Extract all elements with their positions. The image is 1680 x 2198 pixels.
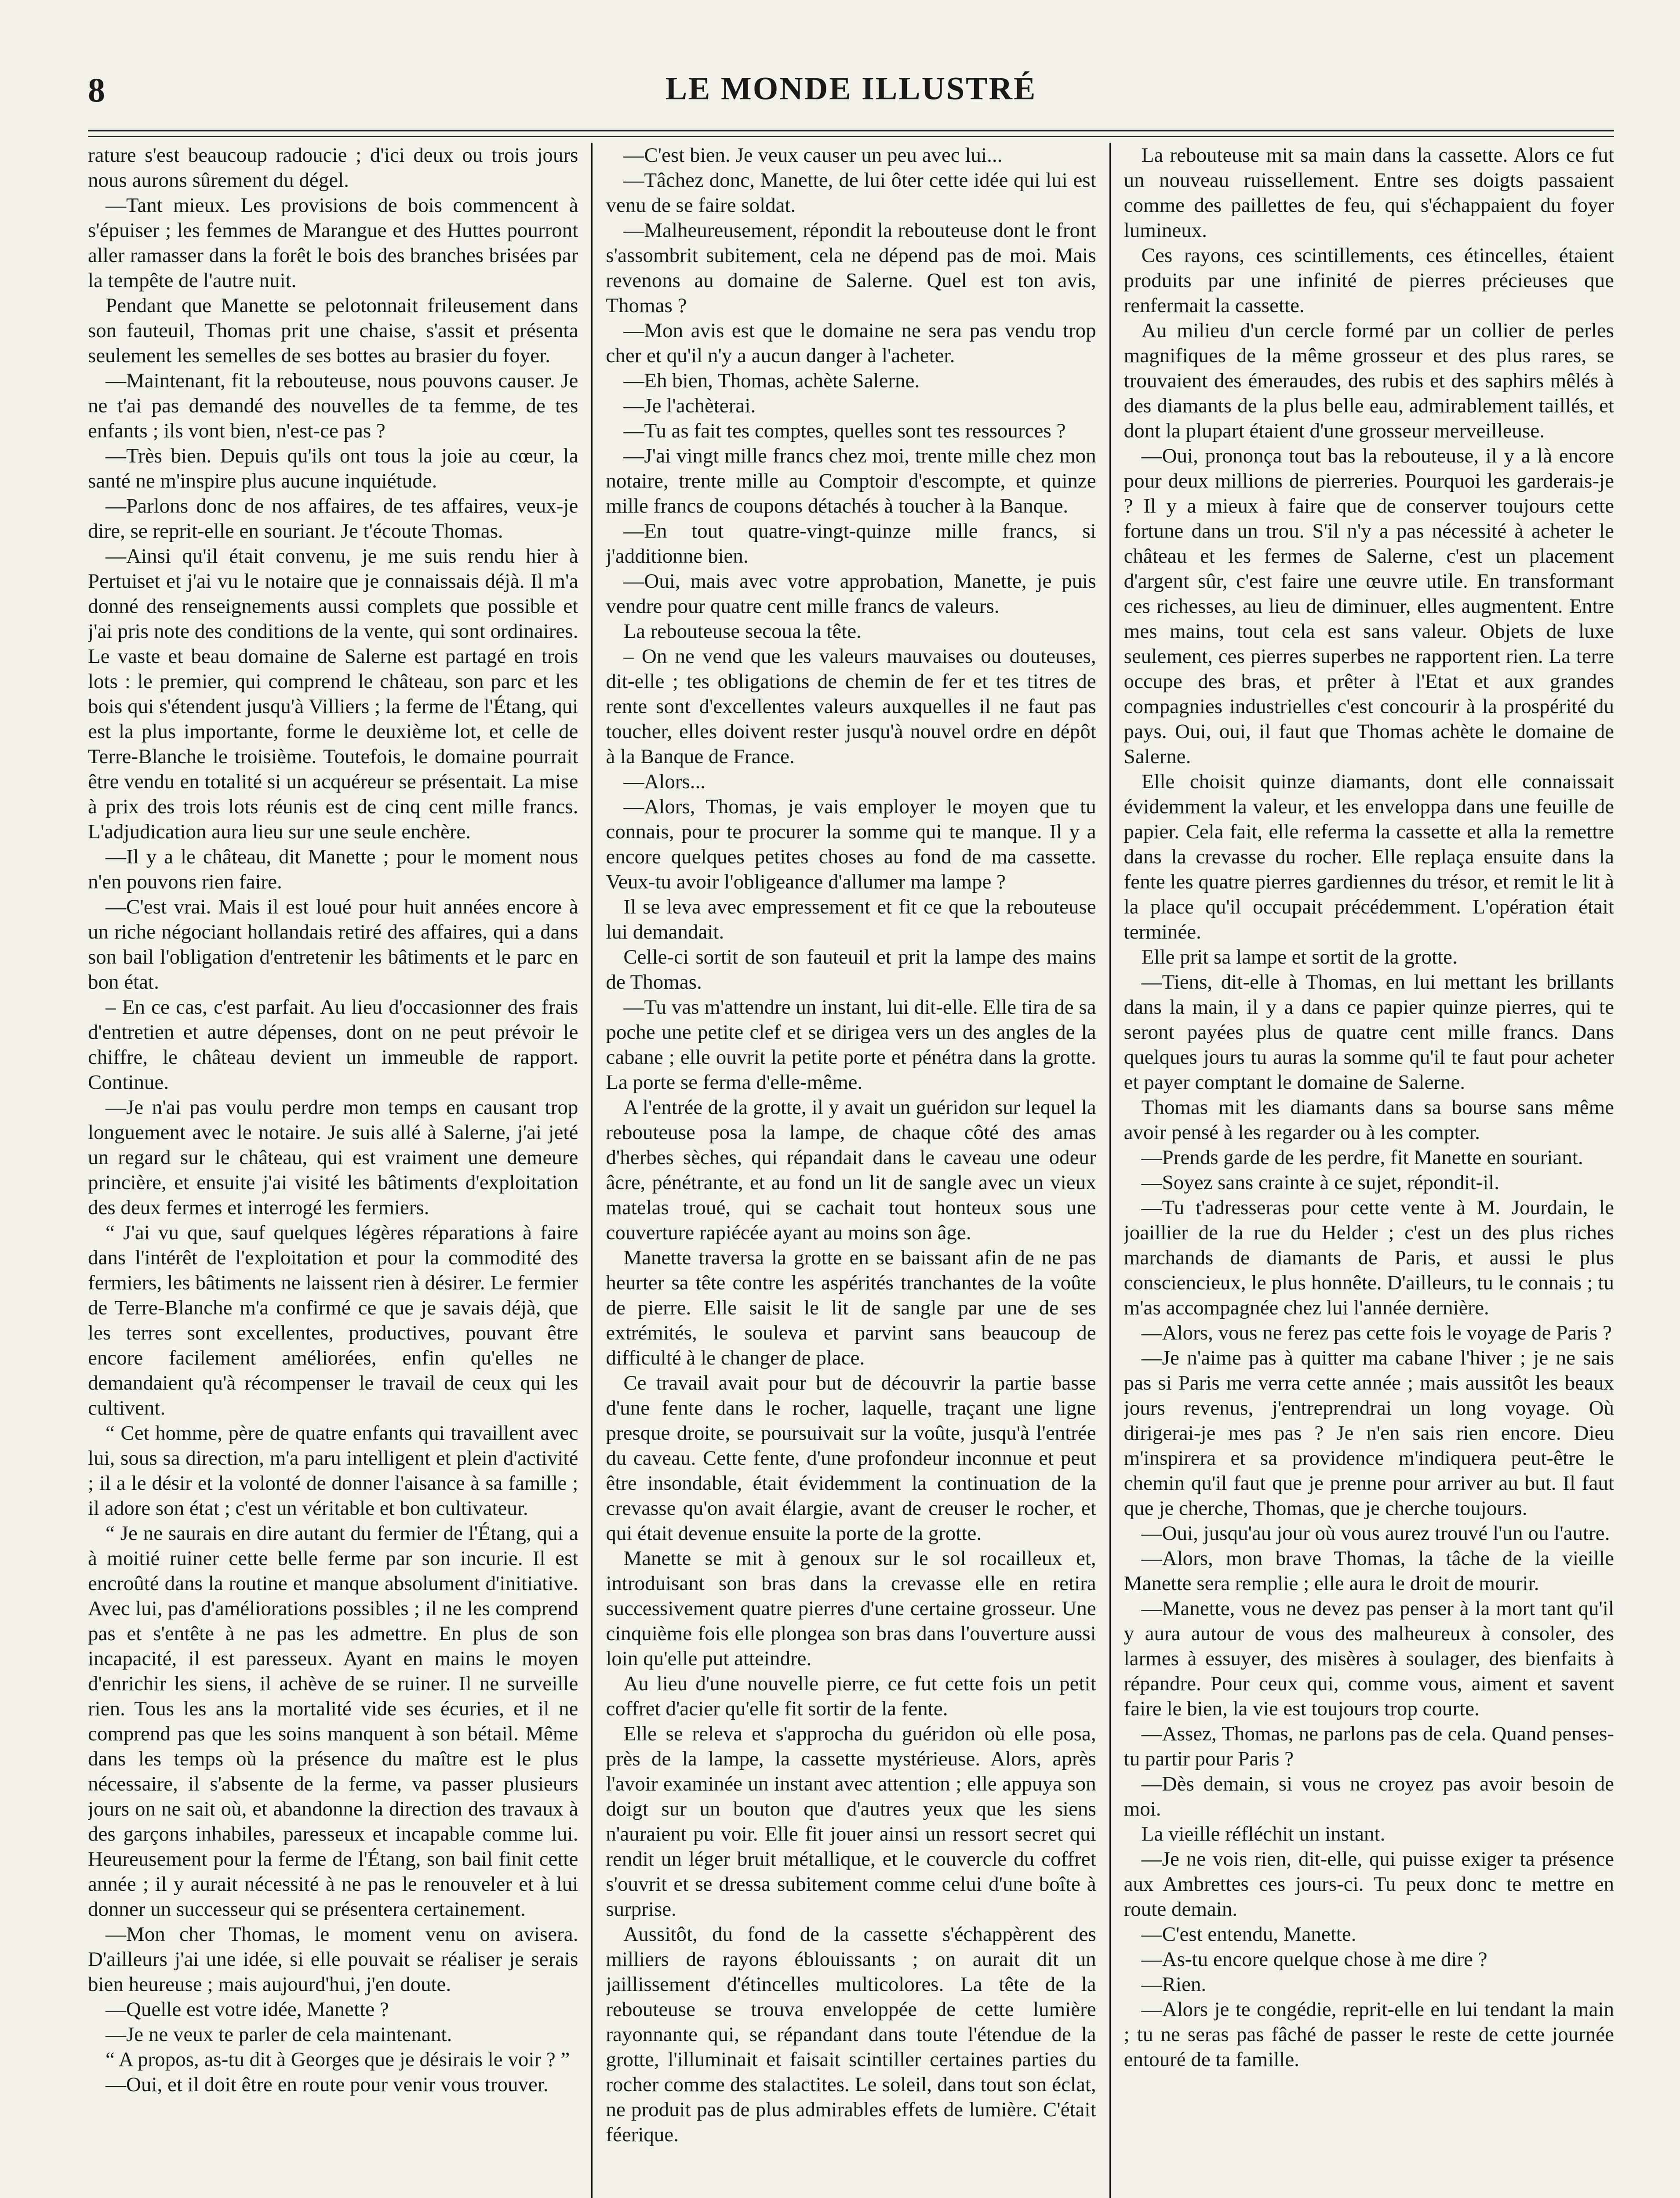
paragraph: Pendant que Manette se pelotonnait frileusement dans son fauteuil, Thomas prit une chaise, s'assit et présenta seulement les semelles de ses bottes au brasier du foyer.	[88, 294, 578, 367]
paragraph: —Tant mieux. Les provisions de bois commencent à s'épuiser ; les femmes de Marangue et des Huttes pourront aller ramasser dans la forêt le bois des branches brisées par la tempête de l'autre nuit.	[88, 194, 578, 292]
paragraph: —Malheureusement, répondit la rebouteuse dont le front s'assombrit subitement, cela ne dépend pas de moi. Mais revenons au domaine de Salerne. Quel est ton avis, Thomas ?	[606, 219, 1096, 317]
paragraph: La vieille réfléchit un instant.	[1141, 1823, 1385, 1845]
paragraph: —Prends garde de les perdre, fit Manette en souriant.	[1141, 1146, 1583, 1169]
paragraph: —Tâchez donc, Manette, de lui ôter cette idée qui lui est venu de se faire soldat.	[606, 169, 1096, 217]
paragraph: —Alors, mon brave Thomas, la tâche de la vieille Manette sera remplie ; elle aura le droit de mourir.	[1124, 1547, 1614, 1595]
paragraph: —Quelle est votre idée, Manette ?	[105, 1998, 389, 2021]
paragraph: —Oui, prononça tout bas la rebouteuse, il y a là encore pour deux millions de pierreries. Pourquoi les garderais-je ? Il y a mieux à faire que de conserver toujours cette fortune dans un trou. S'il n'y a pas nécessité à acheter le château et les fermes de Salerne, c'est un placement d'argent sûr, c'est faire une œuvre utile. En transformant ces richesses, au lieu de diminuer, elles augmentent. Entre mes mains, tout cela est sans valeur. Objets de luxe seulement, ces pierres superbes ne rapportent rien. La terre occupe des bras, et prêter à l'Etat et aux grandes compagnies industrielles c'est concourir à la prospérité du pays. Oui, oui, il faut que Thomas achète le domaine de Salerne.	[1124, 444, 1614, 768]
column-divider	[591, 143, 593, 2198]
paragraph: —Je ne vois rien, dit-elle, qui puisse exiger ta présence aux Ambrettes ces jours-ci. Tu peux donc te mettre en route demain.	[1124, 1848, 1614, 1921]
paragraph: Thomas mit les diamants dans sa bourse sans même avoir pensé à les regarder ou à les compter.	[1124, 1096, 1614, 1144]
paragraph: Elle prit sa lampe et sortit de la grotte.	[1141, 946, 1458, 968]
paragraph: —Je ne veux te parler de cela maintenant.	[105, 2023, 452, 2046]
paragraph: —Très bien. Depuis qu'ils ont tous la joie au cœur, la santé ne m'inspire plus aucune inquiétude.	[88, 444, 578, 492]
paragraph: —Je l'achèterai.	[623, 394, 756, 417]
paragraph: – En ce cas, c'est parfait. Au lieu d'occasionner des frais d'entretien et autre dépenses, dont on ne peut prévoir le chiffre, le château devient un immeuble de rapport. Continue.	[88, 996, 578, 1094]
paragraph: “ J'ai vu que, sauf quelques légères réparations à faire dans l'intérêt de l'exploitation et pour la commodité des fermiers, les bâtiments ne laissent rien à désirer. Le fermier de Terre-Blanche m'a confirmé ce que je savais déjà, que les terres sont excellentes, productives, pouvant être encore facilement améliorées, enfin qu'elles ne demandaient qu'à récompenser le travail de ceux qui les cultivent.	[88, 1221, 578, 1419]
paragraph: —Alors je te congédie, reprit-elle en lui tendant la main ; tu ne seras pas fâché de passer le reste de cette journée entouré de ta famille.	[1124, 1998, 1614, 2071]
paragraph: —Tu as fait tes comptes, quelles sont tes ressources ?	[623, 419, 1066, 442]
paragraph: Manette traversa la grotte en se baissant afin de ne pas heurter sa tête contre les aspérités tranchantes de la voûte de pierre. Elle saisit le lit de sangle par une de ses extrémités, le souleva et parvint sans beaucoup de difficulté à le changer de place.	[606, 1246, 1096, 1369]
paragraph: —Ainsi qu'il était convenu, je me suis rendu hier à Pertuiset et j'ai vu le notaire que je connaissais déjà. Il m'a donné des renseignements aussi complets que possible et j'ai pris note des conditions de la vente, qui sont ordinaires. Le vaste et beau domaine de Salerne est partagé en trois lots : le premier, qui comprend le château, son parc et les bois qui s'étendent jusqu'à Villiers ; la ferme de l'Étang, qui est la plus importante, forme le deuxième lot, et celle de Terre-Blanche le troisième. Toutefois, le domaine pourrait être vendu en totalité si un acquéreur se présentait. La mise à prix des trois lots réunis est de cinq cent mille francs. L'adjudication aura lieu sur une seule enchère.	[88, 545, 578, 843]
paragraph: “ A propos, as-tu dit à Georges que je désirais le voir ? ”	[105, 2048, 570, 2071]
paragraph: La rebouteuse mit sa main dans la cassette. Alors ce fut un nouveau ruissellement. Entre ses doigts passaient comme des paillettes de feu, qui s'échappaient du foyer lumineux.	[1124, 144, 1614, 242]
paragraph: —Mon avis est que le domaine ne sera pas vendu trop cher et qu'il n'y a aucun danger à l'acheter.	[606, 319, 1096, 367]
paragraph: —Dès demain, si vous ne croyez pas avoir besoin de moi.	[1124, 1772, 1614, 1820]
paragraph: Manette se mit à genoux sur le sol rocailleux et, introduisant son bras dans la crevasse elle en retira successivement quatre pierres d'une certaine grosseur. Une cinquième fois elle plongea son bras dans l'ouverture aussi loin qu'elle put atteindre.	[606, 1547, 1096, 1670]
paragraph: —Eh bien, Thomas, achète Salerne.	[623, 369, 920, 392]
text-column-1	[88, 143, 578, 2198]
paragraph: Ce travail avait pour but de découvrir la partie basse d'une fente dans le rocher, laquelle, traçant une ligne presque droite, se poursuivait sur la voûte, jusqu'à l'entrée du caveau. Cette fente, d'une profondeur inconnue et peut être insondable, était évidemment la continuation de la crevasse qu'on avait élargie, avant de creuser le rocher, et qui était devenue ensuite la porte de la grotte.	[606, 1372, 1096, 1545]
paragraph: Aussitôt, du fond de la cassette s'échappèrent des milliers de rayons éblouissants ; on aurait dit un jaillissement d'étincelles multicolores. La tête de la rebouteuse se trouva enveloppée de cette lumière rayonnante qui, se répandant dans toute l'étendue de la grotte, l'illuminait et faisait scintiller certaines parties du rocher comme des stalactites. Le soleil, dans tout son éclat, ne produit pas de plus admirables effets de lumière. C'était féerique.	[606, 1923, 1096, 2146]
paragraph: —Assez, Thomas, ne parlons pas de cela. Quand penses-tu partir pour Paris ?	[1124, 1722, 1614, 1770]
paragraph: —Oui, jusqu'au jour où vous aurez trouvé l'un ou l'autre.	[1141, 1522, 1610, 1545]
paragraph: A l'entrée de la grotte, il y avait un guéridon sur lequel la rebouteuse posa la lampe, de chaque côté des amas d'herbes sèches, qui répandait dans le caveau une odeur âcre, pénétrante, et au fond un lit de sangle avec un vieux matelas troué, qui se cachait tout honteux sous une couverture rapiécée ayant au moins son âge.	[606, 1096, 1096, 1244]
paragraph: —En tout quatre-vingt-quinze mille francs, si j'additionne bien.	[606, 520, 1096, 568]
paragraph: —Je n'aime pas à quitter ma cabane l'hiver ; je ne sais pas si Paris me verra cette année ; mais aussitôt les beaux jours revenus, j'entreprendrai un long voyage. Où dirigerai-je mes pas ? Je n'en sais rien encore. Dieu m'inspirera et sa providence m'indiquera peut-être le chemin qu'il faut que je prenne pour arriver au but. Il faut que je cherche, Thomas, que je cherche toujours.	[1124, 1346, 1614, 1520]
column-divider	[1109, 143, 1111, 2198]
text-column-3	[1124, 143, 1614, 2198]
paragraph: —C'est entendu, Manette.	[1141, 1923, 1356, 1946]
text-column-2	[606, 143, 1096, 2198]
paragraph: —Tiens, dit-elle à Thomas, en lui mettant les brillants dans la main, il y a dans ce papier quinze pierres, qui te seront payées plus de quatre cent mille francs. Dans quelques jours tu auras la somme qu'il te faut pour acheter et payer comptant le domaine de Salerne.	[1124, 971, 1614, 1094]
paragraph: —Manette, vous ne devez pas penser à la mort tant qu'il y aura autour de vous des malheureux à consoler, des larmes à essuyer, des misères à soulager, des bienfaits à répandre. Pour ceux qui, comme vous, aiment et savent faire le bien, la vie est toujours trop courte.	[1124, 1597, 1614, 1720]
paragraph: —C'est vrai. Mais il est loué pour huit années encore à un riche négociant hollandais retiré des affaires, qui a dans son bail l'obligation d'entretenir les bâtiments et le parc en bon état.	[88, 895, 578, 993]
page-number: 8	[88, 71, 105, 109]
paragraph: Au lieu d'une nouvelle pierre, ce fut cette fois un petit coffret d'acier qu'elle fit sortir de la fente.	[606, 1672, 1096, 1720]
paragraph: La rebouteuse secoua la tête.	[623, 620, 862, 643]
paragraph: —Soyez sans crainte à ce sujet, répondit-il.	[1141, 1171, 1500, 1194]
paragraph: —J'ai vingt mille francs chez moi, trente mille chez mon notaire, trente mille au Comptoir d'escompte, et quinze mille francs de coupons détachés à toucher à la Banque.	[606, 444, 1096, 517]
article-columns	[88, 143, 1614, 2198]
paragraph: —Il y a le château, dit Manette ; pour le moment nous n'en pouvons rien faire.	[88, 845, 578, 893]
paragraph: Celle-ci sortit de son fauteuil et prit la lampe des mains de Thomas.	[606, 946, 1096, 993]
paragraph: —Alors, Thomas, je vais employer le moyen que tu connais, pour te procurer la somme qui te manque. Il y a encore quelques petites choses au fond de ma cassette. Veux-tu avoir l'obligeance d'allumer ma lampe ?	[606, 795, 1096, 893]
paragraph: —Parlons donc de nos affaires, de tes affaires, veux-je dire, se reprit-elle en souriant. Je t'écoute Thomas.	[88, 495, 578, 542]
paragraph: —Oui, et il doit être en route pour venir vous trouver.	[105, 2073, 549, 2096]
paragraph: —Oui, mais avec votre approbation, Manette, je puis vendre pour quatre cent mille francs de valeurs.	[606, 570, 1096, 618]
paragraph: —Alors, vous ne ferez pas cette fois le voyage de Paris ?	[1141, 1321, 1612, 1344]
masthead-title: LE MONDE ILLUSTRÉ	[665, 71, 1037, 107]
paragraph: —As-tu encore quelque chose à me dire ?	[1141, 1948, 1487, 1971]
paragraph: “ Cet homme, père de quatre enfants qui travaillent avec lui, sous sa direction, m'a paru intelligent et plein d'activité ; il a le désir et la volonté de donner l'aisance à sa famille ; il adore son état ; c'est un véritable et bon cultivateur.	[88, 1422, 578, 1520]
paragraph: Il se leva avec empressement et fit ce que la rebouteuse lui demandait.	[606, 895, 1096, 943]
paragraph: —Rien.	[1141, 1973, 1207, 1996]
paragraph: Ces rayons, ces scintillements, ces étincelles, étaient produits par une infinité de pierres précieuses que renfermait la cassette.	[1124, 244, 1614, 317]
paragraph: —Tu t'adresseras pour cette vente à M. Jourdain, le joaillier de la rue du Helder ; c'est un des plus riches marchands de diamants de Paris, et aussi le plus consciencieux, le plus honnête. D'ailleurs, tu le connais ; tu m'as accompagnée chez lui l'année dernière.	[1124, 1196, 1614, 1319]
paragraph: —Tu vas m'attendre un instant, lui dit-elle. Elle tira de sa poche une petite clef et se dirigea vers un des angles de la cabane ; elle ouvrit la petite porte et pénétra dans la grotte. La porte se ferma d'elle-même.	[606, 996, 1096, 1094]
paragraph: Au milieu d'un cercle formé par un collier de perles magnifiques de la même grosseur et des plus rares, se trouvaient des émeraudes, des rubis et des saphirs mêlés à des diamants de la plus belle eau, admirablement taillés, et dont la plupart étaient d'une grosseur merveilleuse.	[1124, 319, 1614, 442]
header-rule-bottom	[88, 136, 1614, 137]
paragraph: —C'est bien. Je veux causer un peu avec lui...	[623, 144, 1003, 167]
paragraph: —Je n'ai pas voulu perdre mon temps en causant trop longuement avec le notaire. Je suis allé à Salerne, j'ai jeté un regard sur le château, qui est vraiment une demeure princière, et ensuite j'ai visité les bâtiments d'exploitation des deux fermes et interrogé les fermiers.	[88, 1096, 578, 1219]
paragraph: – On ne vend que les valeurs mauvaises ou douteuses, dit-elle ; tes obligations de chemin de fer et tes titres de rente sont d'excellentes valeurs auxquelles il ne faut pas toucher, elles doivent rester jusqu'à nouvel ordre en dépôt à la Banque de France.	[606, 645, 1096, 768]
paragraph: —Alors...	[623, 770, 706, 793]
paragraph: Elle choisit quinze diamants, dont elle connaissait évidemment la valeur, et les enveloppa dans une feuille de papier. Cela fait, elle referma la cassette et alla la remettre dans la crevasse du rocher. Elle replaça ensuite dans la fente les quatre pierres gardiennes du trésor, et remit le lit à la place qu'il occupait précédemment. L'opération était terminée.	[1124, 770, 1614, 943]
paragraph: —Maintenant, fit la rebouteuse, nous pouvons causer. Je ne t'ai pas demandé des nouvelles de ta femme, de tes enfants ; ils vont bien, n'est-ce pas ?	[88, 369, 578, 442]
paragraph: rature s'est beaucoup radoucie ; d'ici deux ou trois jours nous aurons sûrement du dégel.	[88, 144, 578, 192]
paragraph: Elle se releva et s'approcha du guéridon où elle posa, près de la lampe, la cassette mystérieuse. Alors, après l'avoir examinée un instant avec attention ; elle appuya son doigt sur un bouton que d'autres yeux que les siens n'auraient pu voir. Elle fit jouer ainsi un ressort secret qui rendit un léger bruit métallique, et le couvercle du coffret s'ouvrit et se dressa subitement comme celui d'une boîte à surprise.	[606, 1722, 1096, 1921]
header-rule-top	[88, 130, 1614, 131]
paragraph: —Mon cher Thomas, le moment venu on avisera. D'ailleurs j'ai une idée, si elle pouvait se réaliser je serais bien heureuse ; mais aujourd'hui, j'en doute.	[88, 1923, 578, 1996]
page-header	[88, 70, 1614, 123]
paragraph: “ Je ne saurais en dire autant du fermier de l'Étang, qui a à moitié ruiner cette belle ferme par son incurie. Il est encroûté dans la routine et manque absolument d'initiative. Avec lui, pas d'améliorations possibles ; il ne les comprend pas et s'entête à ne pas les admettre. En plus de son incapacité, il est paresseux. Ayant en mains le moyen d'enrichir les siens, il achève de se ruiner. Il ne surveille rien. Tous les ans la mortalité vide ses écuries, et il ne comprend pas que les soins manquent à son bétail. Même dans les temps où la présence du maître est le plus nécessaire, il s'absente de la ferme, va passer plusieurs jours on ne sait où, et abandonne la direction des travaux à des garçons inhabiles, paresseux et incapable comme lui. Heureusement pour la ferme de l'Étang, son bail finit cette année ; il y aurait nécessité à ne pas le renouveler et à lui donner un successeur qui se présentera certainement.	[88, 1522, 578, 1921]
